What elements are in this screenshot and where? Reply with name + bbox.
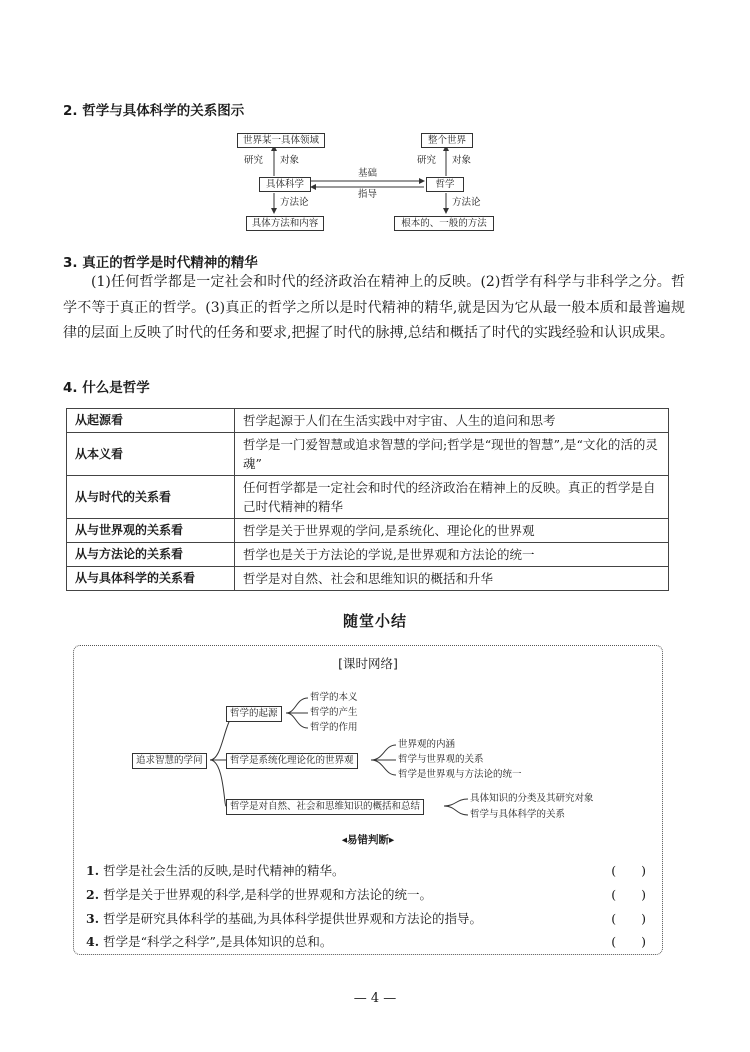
mindmap-leaf: 哲学与世界观的关系 [398,754,484,765]
link-b2-l1 [371,745,396,760]
mindmap-leaf: 世界观的内涵 [398,739,456,750]
link-b3-l2 [444,806,468,815]
mindmap-leaf: 哲学的本义 [310,692,358,703]
box-philosophy: 哲学 [426,177,464,192]
label-basis: 基础 [358,168,378,179]
mindmap-leaf: 哲学是世界观与方法论的统一 [398,769,522,780]
table-row [67,433,669,476]
table-value: 任何哲学都是一定社会和时代的经济政治在精神上的反映。真正的哲学是自己时代精神的精华 [235,476,669,519]
section-3-title: 3. 真正的哲学是时代精神的精华 [63,255,258,271]
judgment-number: 1. [86,863,100,878]
judgment-text: 哲学是关于世界观的科学,是科学的世界观和方法论的统一。 [103,887,433,902]
table-key: 从与方法论的关系看 [67,543,235,567]
judgment-number: 2. [86,887,100,902]
section-4-title: 4. 什么是哲学 [63,380,150,396]
label-method-left: 方法论 [280,197,309,208]
table-key: 从与具体科学的关系看 [67,567,235,591]
summary-title: 随堂小结 [342,612,407,630]
mindmap-leaf: 哲学的产生 [310,707,358,718]
table-key: 从起源看 [67,409,235,433]
error-judgment-title: ◂易错判断▸ [341,834,395,846]
judgment-text: 哲学是“科学之科学”,是具体知识的总和。 [103,934,333,949]
mindmap-leaf: 具体知识的分类及其研究对象 [470,793,594,804]
answer-blank[interactable]: ( ) [611,934,646,949]
judgment-item [86,911,652,927]
summary-box [73,645,663,955]
link-b2-l3 [371,760,396,775]
link-b3-l1 [444,799,468,806]
table-row [67,409,669,433]
mindmap-branch-knowledge: 哲学是对自然、社会和思维知识的概括和总结 [226,799,424,815]
box-world-part: 世界某一具体领域 [237,133,325,148]
mindmap-branch-origin: 哲学的起源 [226,706,282,722]
table-value: 哲学是一门爱智慧或追求智慧的学问;哲学是“现世的智慧”,是“文化的活的灵魂” [235,433,669,476]
label-method-right: 方法论 [452,197,481,208]
section-3-text: (1)任何哲学都是一定社会和时代的经济政治在精神上的反映。(2)哲学有科学与非科学之分。哲学不等于真正的哲学。(3)真正的哲学之所以是时代精神的精华,就是因为它从最一般本质和最普遍规律的层面上反映了时代的任务和要求,把握了时代的脉搏,总结和概括了时代的实践经验和认识成果。 [63,274,685,341]
label-research-left: 研究 [244,155,264,166]
philosophy-table [66,408,669,591]
judgment-number: 4. [86,934,100,949]
table-row [67,476,669,519]
philosophy-science-diagram [234,130,504,234]
table-key: 从本义看 [67,433,235,476]
label-research-right: 研究 [417,155,437,166]
label-guidance: 指导 [358,189,378,200]
table-row [67,543,669,567]
answer-blank[interactable]: ( ) [611,887,646,902]
label-object-right: 对象 [452,155,472,166]
label-object-left: 对象 [280,155,300,166]
link-root-b3 [210,760,226,806]
judgment-text: 哲学是研究具体科学的基础,为具体科学提供世界观和方法论的指导。 [103,911,483,926]
mindmap-branch-worldview: 哲学是系统化理论化的世界观 [226,753,358,769]
box-whole-world: 整个世界 [421,133,473,148]
answer-blank[interactable]: ( ) [611,863,646,878]
table-value: 哲学起源于人们在生活实践中对宇宙、人生的追问和思考 [235,409,669,433]
page-number: — 4 — [353,991,397,1006]
mindmap-leaf: 哲学与具体科学的关系 [470,809,566,820]
table-value: 哲学也是关于方法论的学说,是世界观和方法论的统一 [235,543,669,567]
box-specific-science: 具体科学 [259,177,311,192]
box-general-methods: 根本的、一般的方法 [394,216,494,231]
mindmap-root: 追求智慧的学问 [132,753,207,769]
section-2-title: 2. 哲学与具体科学的关系图示 [63,103,245,119]
judgment-text: 哲学是社会生活的反映,是时代精神的精华。 [103,863,345,878]
mindmap-leaf: 哲学的作用 [310,722,358,733]
table-row [67,519,669,543]
judgment-item [86,934,652,950]
judgment-item [86,887,652,903]
table-key: 从与时代的关系看 [67,476,235,519]
answer-blank[interactable]: ( ) [611,911,646,926]
link-b1-l1 [286,698,308,713]
judgment-item [86,863,652,879]
box-specific-methods: 具体方法和内容 [246,216,324,231]
table-value: 哲学是关于世界观的学问,是系统化、理论化的世界观 [235,519,669,543]
link-b1-l3 [286,713,308,728]
table-row [67,567,669,591]
table-key: 从与世界观的关系看 [67,519,235,543]
judgment-number: 3. [86,911,100,926]
table-value: 哲学是对自然、社会和思维知识的概括和升华 [235,567,669,591]
section-3-paragraph [63,270,685,347]
net-title: [课时网络] [338,656,398,671]
